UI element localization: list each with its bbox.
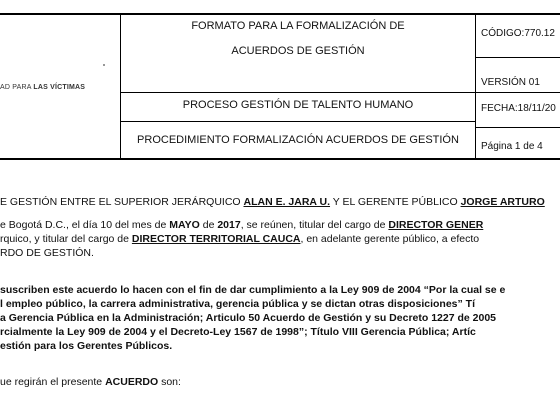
format-title-line2: ACUERDOS DE GESTIÓN (231, 45, 365, 57)
header-row-divider-2 (120, 121, 475, 122)
document-version: VERSIÓN 01 (481, 77, 540, 88)
logo-dot (103, 64, 105, 66)
document-date: FECHA:18/11/20 (481, 103, 556, 114)
paragraph-1-line-1: e Bogotá D.C., el día 10 del mes de MAYO de 2017, se reúnen, titular del cargo de DIRECTOR GENER (0, 219, 484, 231)
header-top-border (0, 13, 560, 15)
paragraph-1-line-2: rquico, y titular del cargo de DIRECTOR TERRITORIAL CAUCA, en adelante gerente público, a efecto (0, 233, 480, 245)
paragraph-2-line-4: rcialmente la Ley 909 de 2004 y el Decreto-Ley 1567 de 1998”; Título VIII Gerencia Pública; Artíc (0, 326, 476, 338)
page-number: Página 1 de 4 (481, 141, 543, 152)
procedure-title: PROCEDIMIENTO FORMALIZACIÓN ACUERDOS DE GESTIÓN (137, 134, 459, 146)
header-bottom-border (0, 158, 560, 160)
document-header (0, 0, 560, 162)
paragraph-2-line-5: estión para los Gerentes Públicos. (0, 340, 173, 352)
header-right-divider-2 (475, 127, 560, 128)
paragraph-2-line-3: a Gerencia Pública en la Administración; Articulo 50 Acuerdo de Gestión y su Decreto 1227 de 2005 (0, 312, 497, 324)
header-divider-right (475, 13, 476, 160)
agreement-heading: E GESTIÓN ENTRE EL SUPERIOR JERÁRQUICO ALAN E. JARA U. Y EL GERENTE PÚBLICO JORGE ARTURO (0, 196, 545, 208)
paragraph-2-line-2: l empleo público, la carrera administrativa, gerencia pública y se dictan otras disposiciones” Tí (0, 298, 475, 310)
logo-text: AD PARA LAS VÍCTIMAS (0, 84, 86, 91)
header-row-divider-1 (120, 92, 560, 93)
document-code: CÓDIGO:770.12 (481, 28, 555, 39)
process-title: PROCESO GESTIÓN DE TALENTO HUMANO (182, 99, 414, 111)
paragraph-3-line-1: ue regirán el presente ACUERDO son: (0, 376, 181, 388)
paragraph-2-line-1: suscriben este acuerdo lo hacen con el fin de dar cumplimiento a la Ley 909 de 2004 “Por la cual se e (0, 284, 506, 296)
paragraph-1-line-3: RDO DE GESTIÓN. (0, 247, 94, 259)
header-right-divider-1 (475, 57, 560, 58)
format-title-line1: FORMATO PARA LA FORMALIZACIÓN DE (191, 20, 405, 32)
